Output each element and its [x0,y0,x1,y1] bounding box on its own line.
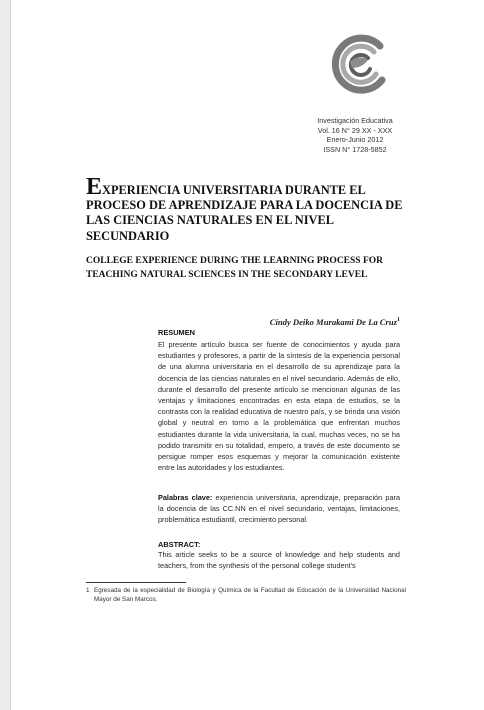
footnote-text: Egresada de la especialidad de Biología y Química de la Facultad de Educación de la Universidad Nacional Mayor de San Marcos. [94,587,406,603]
journal-logo-icon [328,32,390,96]
footnote-divider [86,582,186,583]
author-name: Cindy Deiko Murakami De La Cruz [269,317,397,327]
journal-volume: Vol. 16 N° 29 XX - XXX [317,125,393,135]
footnote-number: 1 [86,587,90,594]
resumen-text: El presente artículo busca ser fuente de conocimientos y ayuda para estudiantes y profesores, a partir de la síntesis de la experiencia personal de una alumna universitaria en el desarrollo de su aprendizaje para la docencia de las ciencias naturales en el nivel secundario. Además de ello, durante el desarrollo del presente artículo se mencionan algunas de las ventajas y limitaciones encontradas en esta etapa de estudios, se la contrasta con la realidad educativa de nuestro país, y se brinda una visión global y neutral en torno a la problemática que enfrentan muchos estudiantes durante la vida universitaria, la cual, muchas veces, no se ha podido transmitir en su totalidad, empero, a través de este documento se persigue romper esos esquemas y mejorar la comunicación existente entre las autoridades y los estudiantes. [158,340,400,473]
keywords-text: experiencia universitaria, aprendizaje, preparación para la docencia de las CC.NN en el nivel secundario, ventajas, limitaciones, problemática estudiantil, crecimiento personal. [158,493,400,525]
title-spanish-text: XPERIENCIA UNIVERSITARIA DURANTE EL PROCESO DE APRENDIZAJE PARA LA DOCENCIA DE LAS CIENCIAS NATURALES EN EL NIVEL SECUNDARIO [86,183,403,243]
journal-period: Enero-Junio 2012 [326,135,384,145]
keywords-label: Palabras clave: [158,493,213,502]
article-title-spanish [86,174,406,244]
abstract-heading: ABSTRACT: [158,540,201,549]
keywords-paragraph [158,492,400,526]
author-footnote-mark: 1 [397,317,400,324]
journal-name: Investigación Educativa [317,116,393,125]
resumen-heading: RESUMEN [158,328,195,337]
article-title-english: COLLEGE EXPERIENCE DURING THE LEARNING PROCESS FOR TEACHING NATURAL SCIENCES IN THE SECONDARY LEVEL [86,256,384,280]
title-drop-cap: E [86,174,103,200]
journal-issn: ISSN N° 1728-5852 [323,144,387,154]
page-edge [0,0,11,710]
footnote [86,586,406,604]
author-line [200,317,400,327]
journal-info [296,116,414,154]
abstract-text: This article seeks to be a source of knowledge and help students and teachers, from the synthesis of the personal college student's [158,550,400,571]
